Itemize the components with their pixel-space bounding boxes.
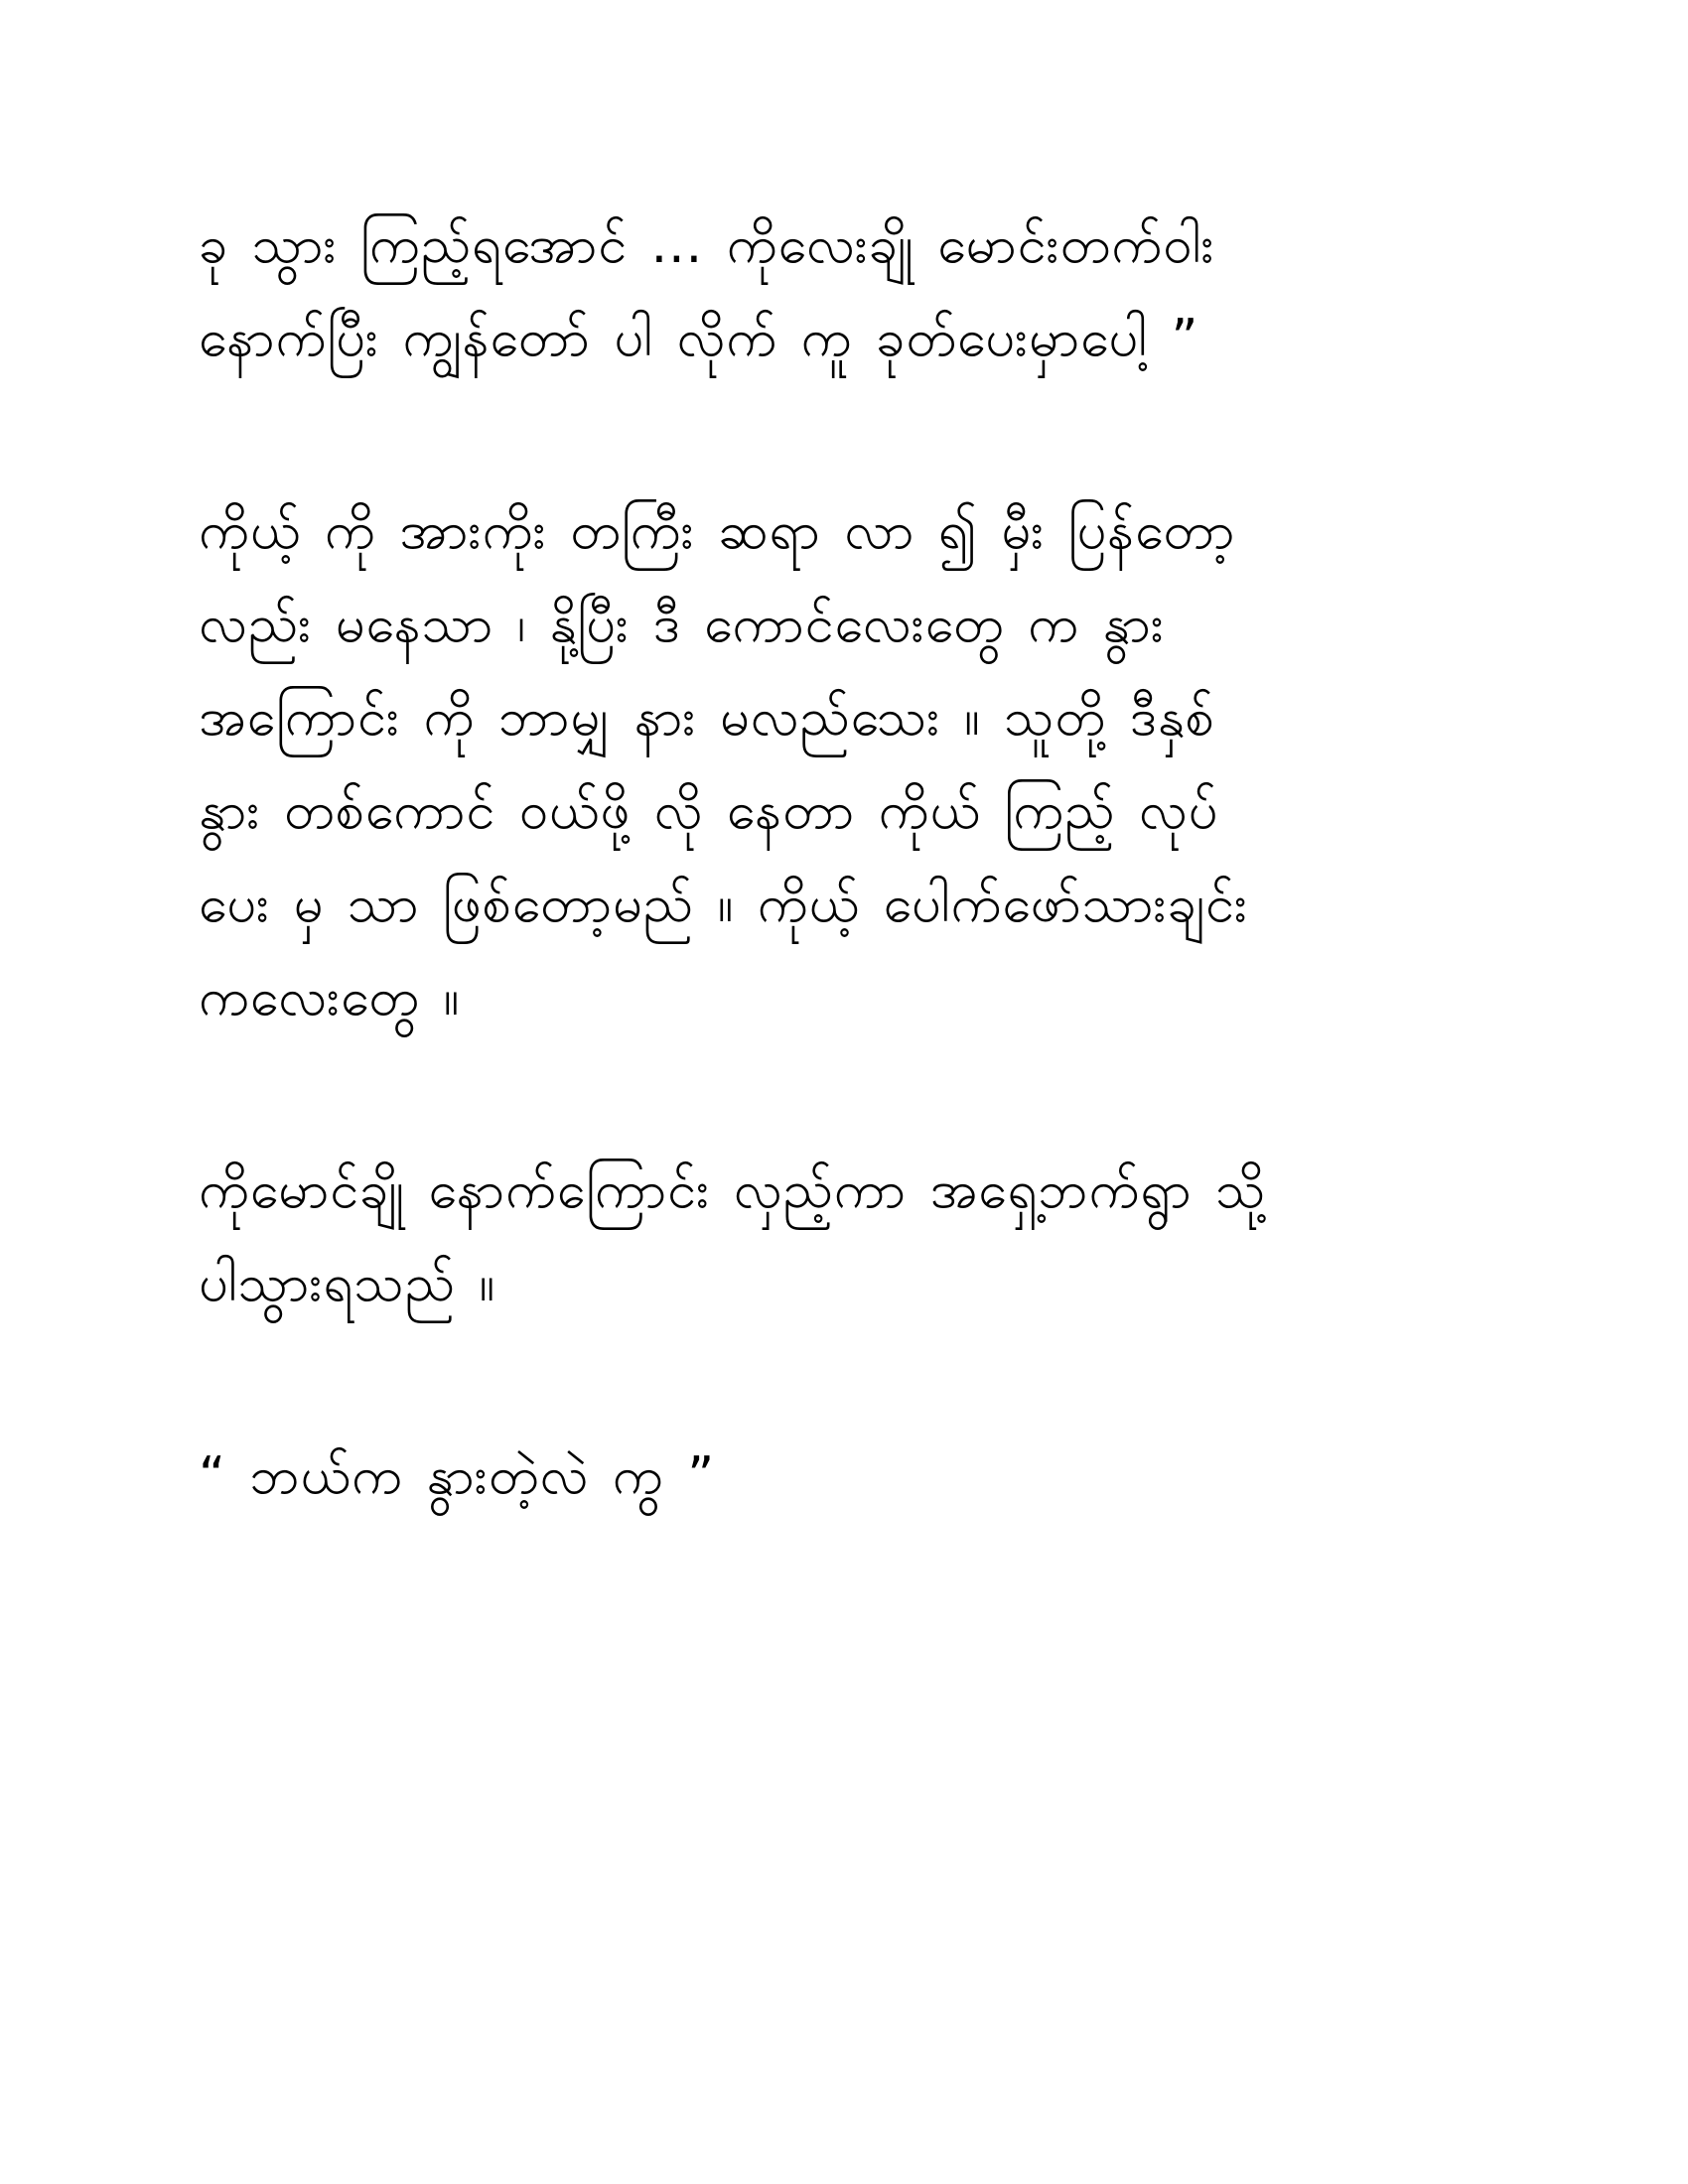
text-line: ကလေးတွေ ။ bbox=[199, 968, 461, 1027]
text-line: လည်း မနေသာ ၊ နို့ပြီး ဒီ ကောင်လေးတွေ က နွား bbox=[199, 595, 1165, 654]
text-line: အကြောင်း ကို ဘာမျှ နား မလည်သေး ။ သူတို့ ဒီနှစ် bbox=[199, 688, 1215, 748]
text-line: ပေး မှ သာ ဖြစ်တော့မည် ။ ကိုယ့် ပေါက်ဖော်သားချင်း bbox=[199, 875, 1249, 934]
paragraph-gap bbox=[199, 1044, 1688, 1144]
paragraph-4 bbox=[199, 1430, 1489, 1523]
text-line: နောက်ပြီး ကျွန်တော် ပါ လိုက် ကူ ခုတ်ပေးမှာပေါ့ ” bbox=[199, 309, 1199, 368]
text-line: ခု သွား ကြည့်ရအောင် ... ကိုလေးချို မောင်းတက်ဝါး bbox=[199, 215, 1215, 275]
text-line: ပါသွားရသည် ။ bbox=[199, 1254, 496, 1313]
paragraph-gap bbox=[199, 1330, 1688, 1430]
text-line: ကိုမောင်ချို နောက်ကြောင်း လှည့်ကာ အရှေ့ဘက်ရွာ သို့ bbox=[199, 1160, 1267, 1220]
paragraph-3 bbox=[199, 1144, 1489, 1330]
paragraph-2 bbox=[199, 484, 1489, 1044]
text-line: “ ဘယ်က နွားတဲ့လဲ ကွ ” bbox=[199, 1446, 716, 1506]
paragraph-gap bbox=[199, 385, 1688, 484]
text-line: ကိုယ့် ကို အားကိုး တကြီး ဆရာ လာ ၍ မှီး ပြန်တော့ bbox=[199, 501, 1236, 561]
text-line: နွား တစ်ကောင် ဝယ်ဖို့ လို နေတာ ကိုယ် ကြည့် လုပ် bbox=[199, 781, 1219, 841]
paragraph-1 bbox=[199, 199, 1489, 385]
